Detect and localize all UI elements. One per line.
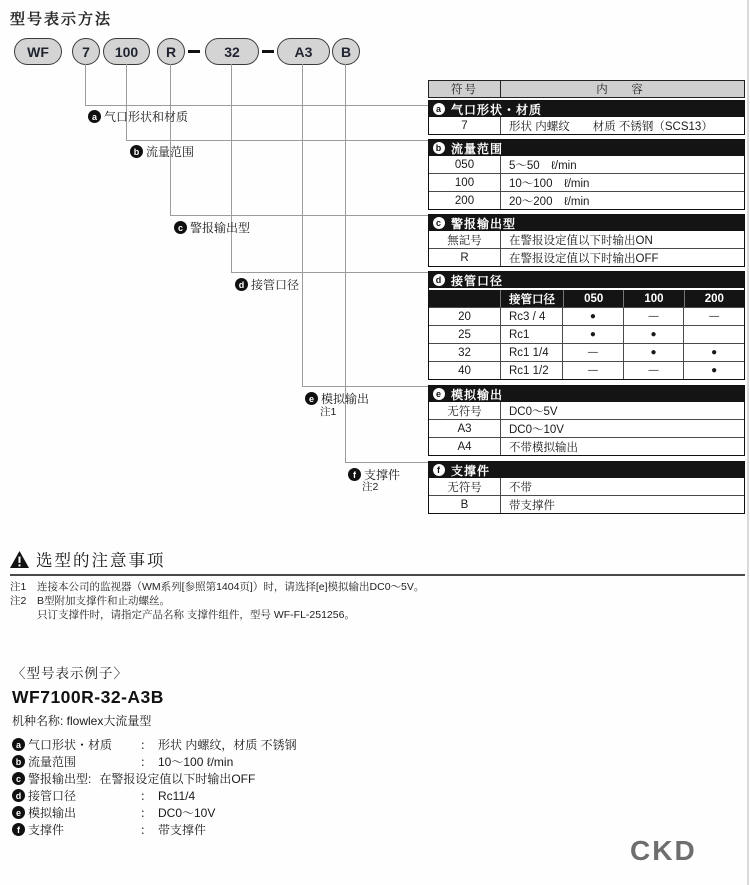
example-label: 支撑件 [28, 823, 65, 837]
example-row [12, 804, 297, 821]
callout-pipe-bore [235, 276, 299, 293]
callout-label: 气口形状和材质 [104, 110, 189, 124]
example-heading: 〈型号表示例子〉 [12, 666, 128, 681]
row-content: 在警报设定值以下时输出OFF [509, 252, 659, 265]
example-label: 接管口径 [28, 789, 77, 803]
section-header [429, 272, 744, 288]
note-line [10, 608, 745, 622]
subtable-row [429, 343, 744, 361]
subtable-cell: ● [562, 326, 623, 343]
notes-divider [10, 574, 745, 576]
subtable-cell: ● [562, 308, 623, 325]
table-row [429, 495, 744, 513]
callout-label: 接管口径 [251, 278, 300, 292]
section-title: 气口形状・材质 [451, 102, 543, 117]
section-title: 接管口径 [451, 273, 504, 288]
page-right-border [747, 0, 749, 885]
subtable-cell: ● [683, 344, 744, 361]
callout-label: 模拟输出 [321, 392, 370, 406]
example-value: 形状 内螺纹，材质 不锈钢 [158, 738, 297, 752]
connector-line [126, 64, 127, 140]
row-symbol: 7 [429, 117, 501, 134]
example-colon: ： [140, 806, 153, 820]
subtable-cell: ● [623, 344, 684, 361]
row-content: 20～200 ℓ/min [509, 195, 590, 208]
example-key-badge: e [12, 806, 25, 819]
section-title: 流量范围 [451, 141, 504, 156]
callout-label: 支撑件 [364, 468, 401, 482]
section-header [429, 215, 744, 231]
section-header [429, 386, 744, 402]
example-value: DC0～10V [158, 806, 216, 820]
col-header-content: 内 容 [596, 84, 649, 96]
example-value: Rc11/4 [158, 788, 196, 803]
model-segment-support: B [332, 38, 360, 65]
model-separator-dash [262, 50, 274, 53]
subtable-col-header: 050 [563, 290, 623, 307]
section-key-badge: c [433, 217, 445, 229]
subtable-col-header [429, 290, 500, 307]
subtable-cell: Rc3 / 4 [500, 308, 562, 325]
connector-line [345, 462, 428, 463]
example-colon: ： [140, 823, 153, 837]
row-symbol: 050 [429, 156, 501, 173]
row-content: 不带 [509, 481, 532, 494]
table-row [429, 231, 744, 248]
connector-line [302, 64, 303, 386]
row-symbol: A3 [429, 420, 501, 437]
table-row [429, 419, 744, 437]
section-header [429, 462, 744, 478]
note-tag: 注2 [10, 595, 27, 607]
example-label: 模拟输出 [28, 806, 77, 820]
connector-line [85, 105, 428, 106]
row-symbol: R [429, 249, 501, 266]
subtable-cell: — [562, 344, 623, 361]
callout-key-badge: d [235, 278, 248, 291]
subtable-header [429, 288, 744, 307]
example-row [12, 821, 297, 838]
example-machine-name: 机种名称: flowlex大流量型 [12, 714, 152, 728]
section-key-badge: d [433, 274, 445, 286]
table-section-analog-output [428, 385, 745, 456]
example-label: 气口形状・材质 [28, 738, 113, 752]
table-row [429, 191, 744, 209]
example-key-badge: b [12, 755, 25, 768]
table-row [429, 248, 744, 266]
row-symbol: 无符号 [429, 402, 501, 419]
row-symbol: 无符号 [429, 478, 501, 495]
subtable-cell: Rc1 1/4 [500, 344, 562, 361]
callout-key-badge: f [348, 468, 361, 481]
row-symbol: 100 [429, 174, 501, 191]
row-content: 5～50 ℓ/min [509, 159, 577, 172]
model-example [12, 662, 297, 838]
note-line [10, 594, 745, 608]
table-row [429, 156, 744, 173]
callout-analog-output [305, 390, 369, 407]
row-content: 形状 内螺纹 材质 不锈钢（SCS13） [509, 120, 713, 133]
example-value: 10～100 ℓ/min [158, 755, 234, 769]
section-key-badge: b [433, 142, 445, 154]
table-section-pipe-bore [428, 271, 745, 380]
subtable-row [429, 325, 744, 343]
connector-line [170, 215, 428, 216]
subtable-cell: ● [623, 326, 684, 343]
example-colon: ： [140, 789, 153, 803]
example-row [12, 770, 297, 787]
col-header-symbol: 符号 [429, 81, 501, 97]
subtable-col-header: 200 [684, 290, 744, 307]
example-label: 流量范围 [28, 755, 77, 769]
model-segment-alarm: R [157, 38, 185, 65]
row-content: 10～100 ℓ/min [509, 177, 590, 190]
ckd-logo: CKD [630, 835, 697, 866]
example-value: 带支撑件 [158, 823, 207, 837]
table-row [429, 117, 744, 134]
table-section-flow-range [428, 139, 745, 210]
table-row [429, 437, 744, 455]
note-tag [10, 608, 37, 622]
model-segment-flow: 100 [103, 38, 150, 65]
section-key-badge: e [433, 388, 445, 400]
connector-line [231, 64, 232, 272]
callout-key-badge: c [174, 221, 187, 234]
warning-icon [10, 551, 29, 568]
example-value: 在警报设定值以下时输出OFF [99, 772, 256, 786]
example-model-number: WF7100R-32-A3B [12, 687, 164, 707]
subtable-cell: — [623, 362, 684, 379]
example-colon: ： [140, 738, 153, 752]
table-row [429, 173, 744, 191]
connector-line [302, 386, 428, 387]
subtable-cell: — [623, 308, 684, 325]
connector-line [231, 272, 428, 273]
row-symbol: 200 [429, 192, 501, 209]
example-label: 警报输出型: [28, 772, 92, 786]
callout-note-ref: 注1 [320, 406, 337, 418]
note-text: B型附加支撑件和止动螺丝。 [37, 595, 171, 607]
row-content: 不带模拟输出 [509, 441, 578, 454]
note-tag: 注1 [10, 581, 27, 593]
connector-line [126, 140, 428, 141]
section-title: 模拟输出 [451, 387, 504, 402]
subtable-cell: 25 [458, 328, 471, 341]
table-section-alarm-type [428, 214, 745, 267]
model-segment-port: 7 [72, 38, 100, 65]
callout-key-badge: a [88, 110, 101, 123]
subtable-cell: 20 [458, 310, 471, 323]
note-text: 只订支撑件时，请指定产品名称 支撑件组件，型号 WF-FL-251256。 [37, 609, 355, 621]
subtable-cell: 40 [458, 364, 471, 377]
connector-line [85, 64, 86, 105]
subtable-col-header: 接管口径 [500, 290, 563, 307]
subtable-row [429, 361, 744, 379]
table-row [429, 402, 744, 419]
example-key-badge: f [12, 823, 25, 836]
subtable-row [429, 307, 744, 325]
table-section-port-shape [428, 100, 745, 135]
spec-table [428, 80, 745, 514]
model-separator-dash [188, 50, 200, 53]
row-content: DC0～5V [509, 405, 558, 418]
example-row [12, 787, 297, 804]
section-title: 警报输出型 [451, 216, 517, 231]
callout-note-ref: 注2 [362, 481, 379, 493]
model-segment-bore: 32 [205, 38, 259, 65]
model-segment-analog: A3 [277, 38, 330, 65]
row-symbol: B [429, 496, 501, 513]
model-segment-series: WF [14, 38, 62, 65]
notes-heading: 选型的注意事项 [36, 552, 166, 570]
callout-port-shape [88, 108, 188, 125]
section-title: 支撑件 [451, 463, 491, 478]
section-header [429, 101, 744, 117]
table-column-header [428, 80, 745, 98]
note-text: 连接本公司的监视器（WM系列[参照第1404页]）时，请选择[e]模拟输出DC0～5V。 [37, 581, 425, 593]
notes-heading-row [10, 547, 745, 571]
table-section-support [428, 461, 745, 514]
section-key-badge: a [433, 103, 445, 115]
callout-alarm-type [174, 219, 250, 236]
selection-notes [10, 547, 745, 622]
subtable-col-header: 100 [623, 290, 683, 307]
row-content: 在警报设定值以下时输出ON [509, 234, 653, 247]
subtable-cell: — [562, 362, 623, 379]
row-content: DC0～10V [509, 423, 564, 436]
row-symbol: A4 [429, 438, 501, 455]
subtable-cell: Rc1 1/2 [500, 362, 562, 379]
example-colon: ： [140, 755, 153, 769]
subtable-cell [683, 326, 744, 343]
callout-label: 警报输出型 [190, 221, 251, 235]
example-row [12, 736, 297, 753]
section-key-badge: f [433, 464, 445, 476]
example-key-badge: d [12, 789, 25, 802]
subtable-cell: ● [683, 362, 744, 379]
example-key-badge: a [12, 738, 25, 751]
callout-label: 流量范围 [146, 145, 195, 159]
table-row [429, 478, 744, 495]
subtable-cell: 32 [458, 346, 471, 359]
note-line [10, 580, 745, 594]
subtable-cell: — [683, 308, 744, 325]
example-key-badge: c [12, 772, 25, 785]
callout-key-badge: e [305, 392, 318, 405]
callout-flow-range [130, 143, 194, 160]
row-content: 带支撑件 [509, 499, 555, 512]
page-title: 型号表示方法 [10, 11, 113, 28]
callout-key-badge: b [130, 145, 143, 158]
example-row [12, 753, 297, 770]
section-header [429, 140, 744, 156]
subtable-cell: Rc1 [500, 326, 562, 343]
row-symbol: 無記号 [429, 231, 501, 248]
